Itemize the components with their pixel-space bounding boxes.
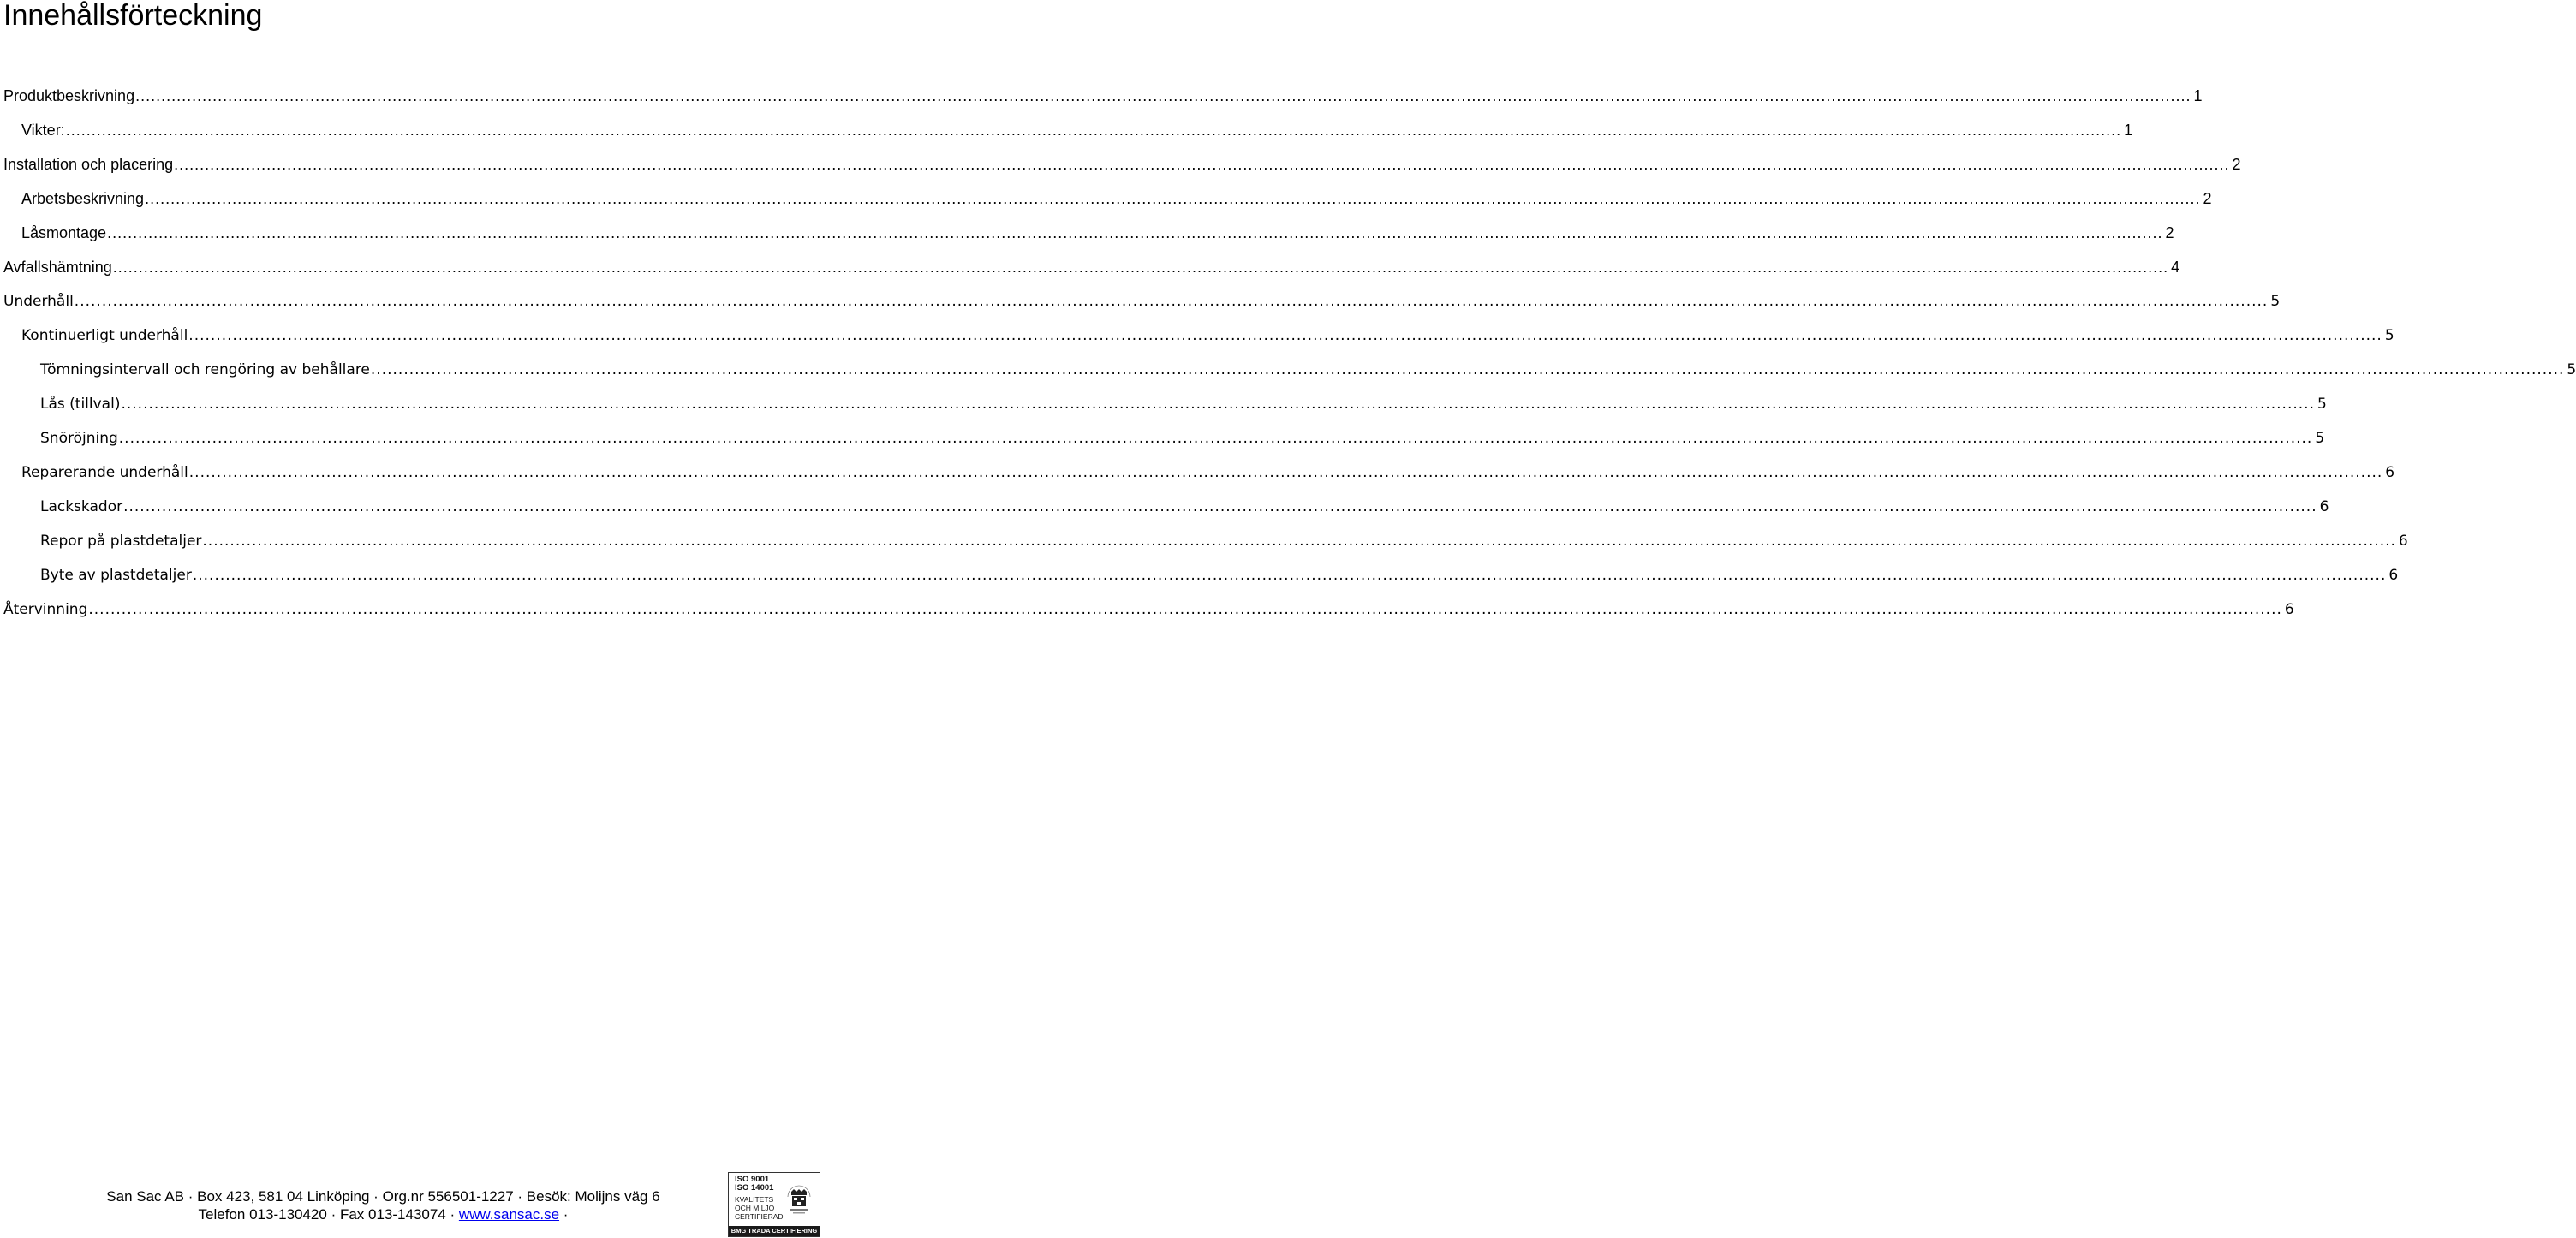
toc-entry-title: Arbetsbeskrivning: [21, 190, 145, 207]
toc-dot-leader: ................................................................................................................................................................................................................................................................................................................................................................................................................: [188, 327, 2382, 344]
table-of-contents: [0, 79, 2576, 627]
toc-entry-title: Installation och placering: [3, 156, 174, 173]
toc-entry-page-number: 2: [2232, 156, 2241, 173]
toc-entry-page-number: 5: [2270, 293, 2281, 310]
toc-dot-leader: ................................................................................................................................................................................................................................................................................................................................................................................................................: [145, 190, 2201, 207]
footer-address-line: San Sac AB · Box 423, 581 04 Linköping · Org.nr 556501-1227 · Besök: Molijns väg 6: [106, 1188, 660, 1205]
toc-entry[interactable]: [0, 113, 2133, 147]
toc-entry[interactable]: [0, 421, 2325, 455]
toc-entry[interactable]: [0, 455, 2395, 490]
toc-entry-page-number: 6: [2319, 498, 2329, 515]
toc-entry-page-number: 6: [2388, 567, 2399, 584]
toc-entry-title: Låsmontage: [21, 224, 107, 241]
toc-dot-leader: ................................................................................................................................................................................................................................................................................................................................................................................................................: [121, 396, 2315, 413]
toc-dot-leader: ................................................................................................................................................................................................................................................................................................................................................................................................................: [174, 156, 2230, 173]
toc-entry-page-number: 5: [2567, 361, 2576, 378]
toc-entry-title: Byte av plastdetaljer: [40, 567, 192, 584]
cert-banner: BMG TRADA CERTIFIERING: [729, 1226, 820, 1236]
toc-entry-title: Underhåll: [3, 293, 74, 310]
toc-dot-leader: ................................................................................................................................................................................................................................................................................................................................................................................................................: [370, 361, 2565, 378]
toc-entry-title: Lås (tillval): [40, 396, 121, 413]
toc-entry-title: Avfallshämtning: [3, 259, 112, 276]
footer-separator: ·: [559, 1206, 569, 1223]
footer-website-link[interactable]: www.sansac.se: [458, 1206, 560, 1223]
toc-entry[interactable]: [0, 592, 2294, 627]
toc-entry[interactable]: [0, 182, 2212, 216]
toc-dot-leader: ................................................................................................................................................................................................................................................................................................................................................................................................................: [118, 430, 2313, 447]
cert-line-kvalitets: KVALITETS: [735, 1195, 774, 1204]
toc-entry[interactable]: [0, 387, 2327, 421]
toc-entry[interactable]: [0, 79, 2203, 113]
cert-iso-14001: ISO 14001: [735, 1183, 774, 1193]
toc-entry-page-number: 1: [2124, 122, 2133, 139]
toc-entry-page-number: 6: [2284, 601, 2294, 618]
toc-entry-page-number: 1: [2193, 87, 2203, 104]
toc-entry-title: Snöröjning: [40, 430, 118, 447]
toc-entry-page-number: 6: [2385, 464, 2395, 481]
toc-dot-leader: ................................................................................................................................................................................................................................................................................................................................................................................................................: [65, 122, 2122, 139]
toc-entry[interactable]: [0, 216, 2174, 250]
cert-iso-9001: ISO 9001: [735, 1175, 770, 1184]
certification-seal: [728, 1172, 820, 1237]
toc-entry-page-number: 5: [2384, 327, 2394, 344]
toc-entry[interactable]: [0, 284, 2281, 318]
toc-entry[interactable]: [0, 250, 2180, 284]
toc-entry-title: Produktbeskrivning: [3, 87, 135, 104]
toc-entry-title: Tömningsintervall och rengöring av behållare: [40, 361, 370, 378]
toc-dot-leader: ................................................................................................................................................................................................................................................................................................................................................................................................................: [192, 567, 2387, 584]
toc-entry-page-number: 4: [2171, 259, 2180, 276]
page-footer: [0, 1175, 822, 1238]
toc-dot-leader: ................................................................................................................................................................................................................................................................................................................................................................................................................: [112, 259, 2169, 276]
toc-entry-title: Reparerande underhåll: [21, 464, 188, 481]
toc-dot-leader: ................................................................................................................................................................................................................................................................................................................................................................................................................: [107, 224, 2163, 241]
toc-entry-title: Lackskador: [40, 498, 123, 515]
toc-dot-leader: ................................................................................................................................................................................................................................................................................................................................................................................................................: [123, 498, 2317, 515]
toc-entry-title: Repor på plastdetaljer: [40, 533, 202, 550]
toc-entry-page-number: 2: [2203, 190, 2212, 207]
cert-line-certifierad: CERTIFIERAD: [735, 1212, 784, 1221]
toc-entry-title: Vikter:: [21, 122, 65, 139]
toc-dot-leader: ................................................................................................................................................................................................................................................................................................................................................................................................................: [88, 601, 2282, 618]
swedac-crest-icon: [783, 1178, 815, 1217]
toc-entry-page-number: 2: [2165, 224, 2174, 241]
toc-dot-leader: ................................................................................................................................................................................................................................................................................................................................................................................................................: [188, 464, 2383, 481]
toc-entry-page-number: 5: [2315, 430, 2325, 447]
toc-entry[interactable]: [0, 353, 2576, 387]
footer-phone-fax: Telefon 013-130420 · Fax 013-143074 ·: [198, 1206, 459, 1223]
toc-entry[interactable]: [0, 524, 2408, 558]
toc-entry-title: Kontinuerligt underhåll: [21, 327, 188, 344]
toc-entry[interactable]: [0, 490, 2329, 524]
page-title: Innehållsförteckning: [3, 0, 263, 32]
toc-entry-title: Återvinning: [3, 601, 88, 618]
toc-dot-leader: ................................................................................................................................................................................................................................................................................................................................................................................................................: [135, 87, 2191, 104]
toc-entry[interactable]: [0, 558, 2399, 592]
toc-dot-leader: ................................................................................................................................................................................................................................................................................................................................................................................................................: [74, 293, 2269, 310]
toc-entry[interactable]: [0, 318, 2394, 353]
toc-entry-page-number: 6: [2398, 533, 2408, 550]
toc-entry-page-number: 5: [2317, 396, 2327, 413]
footer-contact-line: [0, 1205, 766, 1224]
toc-dot-leader: ................................................................................................................................................................................................................................................................................................................................................................................................................: [202, 533, 2396, 550]
cert-line-miljo: OCH MILJÖ: [735, 1204, 775, 1212]
toc-entry[interactable]: [0, 147, 2241, 182]
